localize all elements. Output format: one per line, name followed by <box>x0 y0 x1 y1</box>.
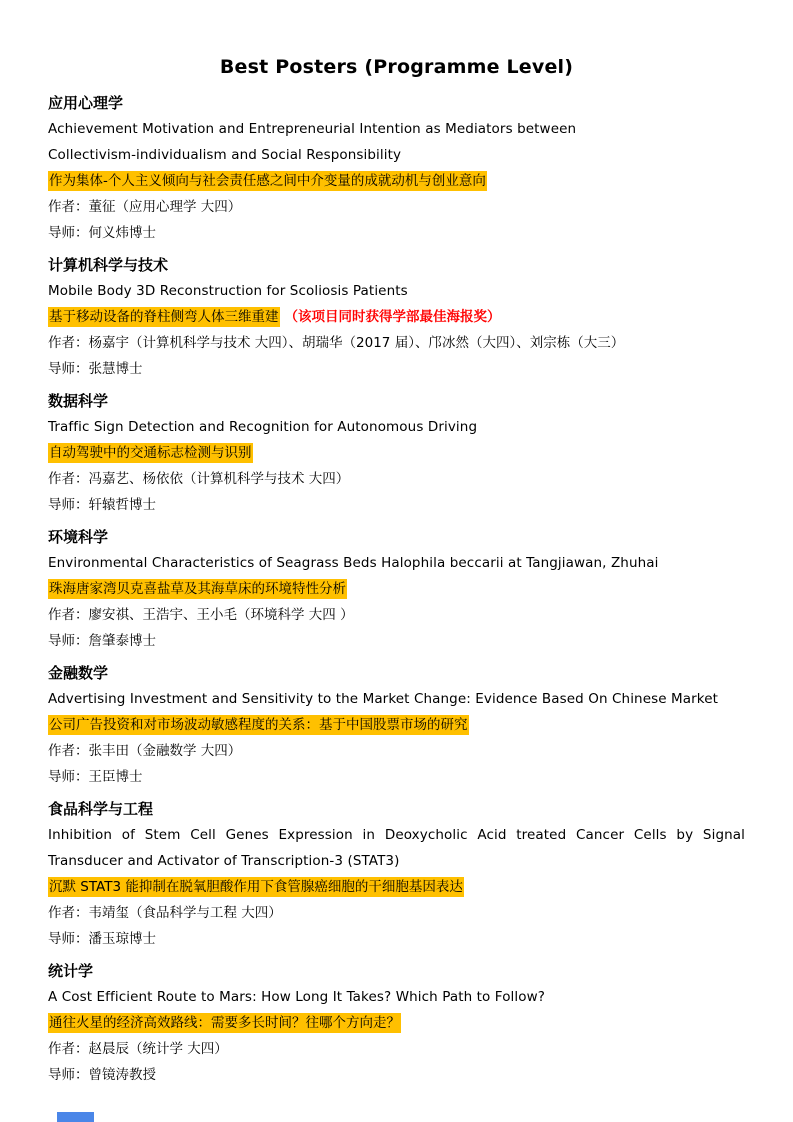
highlighted-title-zh: 沉默 STAT3 能抑制在脱氧胆酸作用下食管腺癌细胞的干细胞基因表达 <box>49 879 463 895</box>
supervisor-line: 导师：张慧博士 <box>48 361 143 377</box>
highlighted-title-zh: 珠海唐家湾贝克喜盐草及其海草床的环境特性分析 <box>49 581 346 597</box>
highlighted-title-zh: 公司广告投资和对市场波动敏感程度的关系：基于中国股票市场的研究 <box>49 717 468 733</box>
section-food-science <box>48 796 745 952</box>
programme-heading: 食品科学与工程 <box>48 800 154 818</box>
poster-title-en-line: Mobile Body 3D Reconstruction for Scoliosis Patients <box>48 283 408 299</box>
supervisor-line: 导师：曾镜涛教授 <box>48 1067 156 1083</box>
authors-line: 作者：董征（应用心理学 大四） <box>48 199 242 215</box>
supervisor-line: 导师：王臣博士 <box>48 769 143 785</box>
poster-title-zh-line <box>48 712 745 738</box>
highlighted-title-zh: 自动驾驶中的交通标志检测与识别 <box>49 445 252 461</box>
page-marker <box>57 1112 94 1122</box>
authors-line: 作者：冯嘉艺、杨依依（计算机科学与技术 大四） <box>48 471 350 487</box>
section-computer-science <box>48 252 745 382</box>
programme-heading: 数据科学 <box>48 392 109 410</box>
authors-line: 作者：张丰田（金融数学 大四） <box>48 743 242 759</box>
award-note: （该项目同时获得学部最佳海报奖） <box>284 309 501 325</box>
poster-title-zh-line <box>48 1010 745 1036</box>
section-statistics <box>48 958 745 1088</box>
poster-title-en-line: Advertising Investment and Sensitivity to the Market Change: Evidence Based On Chinese Market <box>48 691 719 707</box>
poster-title-zh-line <box>48 874 745 900</box>
section-applied-psychology <box>48 90 745 246</box>
programme-heading: 环境科学 <box>48 528 109 546</box>
programme-heading: 计算机科学与技术 <box>48 256 169 274</box>
programme-heading: 统计学 <box>48 962 94 980</box>
poster-title-en-line: Environmental Characteristics of Seagrass Beds Halophila beccarii at Tangjiawan, Zhuhai <box>48 555 659 571</box>
supervisor-line: 导师：詹肇泰博士 <box>48 633 156 649</box>
authors-line: 作者：杨嘉宇（计算机科学与技术 大四）、胡瑞华（2017 届）、邝冰然（大四）、刘宗栋（大三） <box>48 335 625 351</box>
authors-line: 作者：廖安祺、王浩宇、王小毛（环境科学 大四 ） <box>48 607 354 623</box>
poster-title-zh-line <box>48 440 745 466</box>
supervisor-line: 导师：何义炜博士 <box>48 225 156 241</box>
highlighted-title-zh: 基于移动设备的脊柱侧弯人体三维重建 <box>49 309 279 325</box>
page-title: Best Posters (Programme Level) <box>219 56 574 78</box>
highlighted-title-zh: 通往火星的经济高效路线：需要多长时间？往哪个方向走？ <box>49 1015 400 1031</box>
section-data-science <box>48 388 745 518</box>
supervisor-line: 导师：潘玉琼博士 <box>48 931 156 947</box>
poster-title-en-line: A Cost Efficient Route to Mars: How Long It Takes? Which Path to Follow? <box>48 989 546 1005</box>
section-financial-mathematics <box>48 660 745 790</box>
poster-title-en-line: Traffic Sign Detection and Recognition for Autonomous Driving <box>48 419 478 435</box>
poster-title-en-line: Collectivism-individualism and Social Responsibility <box>48 147 402 163</box>
poster-title-en-line: Achievement Motivation and Entrepreneurial Intention as Mediators between <box>48 121 577 137</box>
poster-title-en-line: Inhibition of Stem Cell Genes Expression in Deoxycholic Acid treated Cancer Cells by Signal <box>48 827 745 843</box>
programme-heading: 应用心理学 <box>48 94 124 112</box>
programme-heading: 金融数学 <box>48 664 109 682</box>
highlighted-title-zh: 作为集体-个人主义倾向与社会责任感之间中介变量的成就动机与创业意向 <box>49 173 486 189</box>
poster-title-en-line: Transducer and Activator of Transcription-3 (STAT3) <box>48 853 400 869</box>
authors-line: 作者：韦靖玺（食品科学与工程 大四） <box>48 905 282 921</box>
poster-title-zh-line <box>48 168 745 194</box>
supervisor-line: 导师：轩辕哲博士 <box>48 497 156 513</box>
authors-line: 作者：赵晨辰（统计学 大四） <box>48 1041 228 1057</box>
section-environmental-science <box>48 524 745 654</box>
poster-title-zh-line <box>48 304 745 330</box>
poster-title-zh-line <box>48 576 745 602</box>
